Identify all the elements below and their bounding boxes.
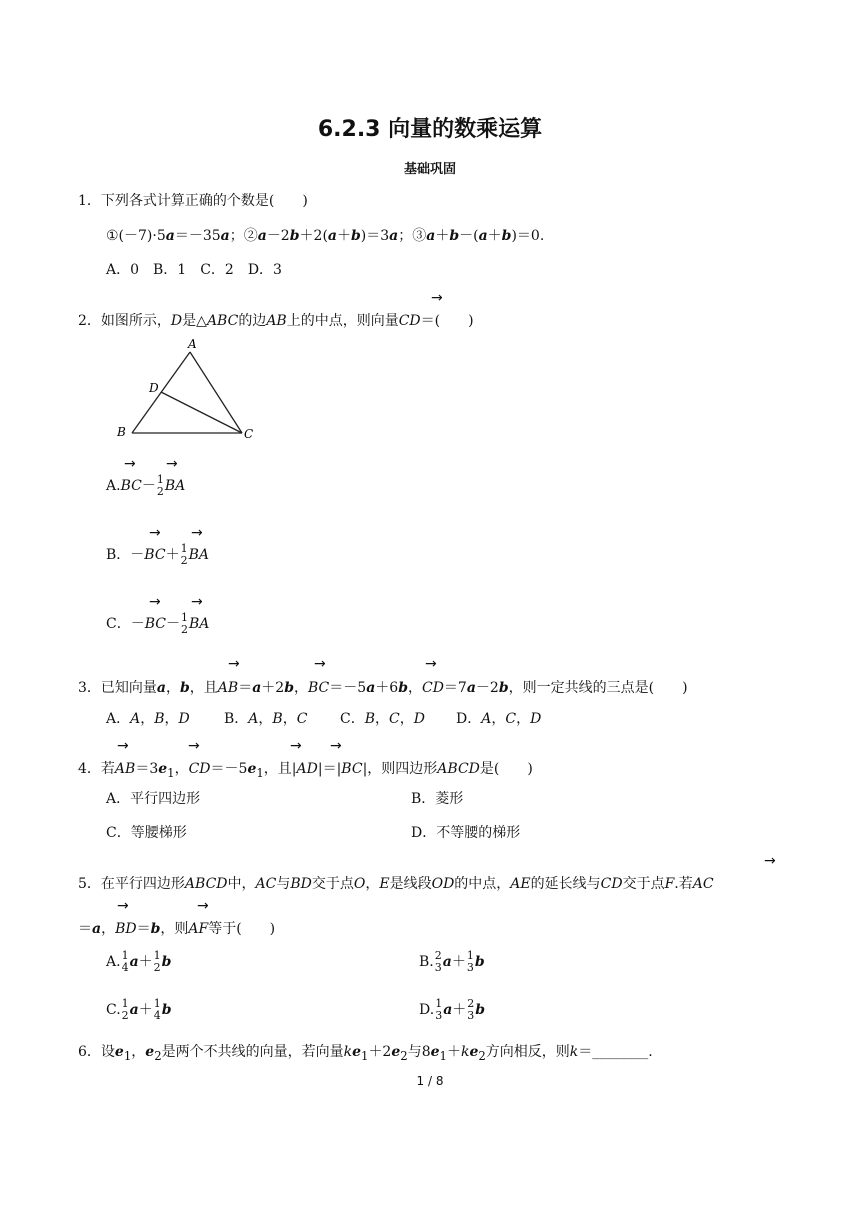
q1-items: ①(－7)·5a＝－35a；②a－2b＋2(a＋b)＝3a；③a＋b－(a＋b)＝0. — [106, 228, 545, 244]
q4-option-c: C．等腰梯形 — [106, 825, 187, 841]
label-a: A — [188, 337, 197, 351]
q2-option-c: C．－BC－ 1 2 BA — [106, 611, 210, 636]
q1-options: A．0 B．1 C．2 D．3 — [106, 262, 282, 278]
triangle-figure — [110, 336, 270, 446]
vector-arrow: → — [124, 456, 136, 472]
vector-arrow: → — [431, 290, 443, 306]
vector-arrow: → — [425, 656, 437, 672]
page-title: 6.2.3 向量的数乘运算 — [317, 117, 543, 142]
q3-option-b: B．A，B，C — [224, 711, 308, 727]
vector-arrow: → — [166, 456, 178, 472]
q3-option-a: A．A，B，D — [106, 711, 190, 727]
q3-stem: 3．已知向量a，b，且AB＝a＋2b，BC＝－5a＋6b，CD＝7a－2b，则一定共线的三点是( ) — [78, 680, 688, 696]
q4-option-d: D．不等腰的梯形 — [411, 825, 521, 841]
q5-stem-line2: ＝a，BD＝b，则AF等于( ) — [78, 921, 276, 937]
q3-option-c: C．B，C，D — [340, 711, 425, 727]
q3-option-d: D．A，C，D — [456, 711, 542, 727]
vector-arrow: → — [117, 898, 129, 914]
q2-option-b: B．－BC＋ 1 2 BA — [106, 542, 209, 567]
q4-stem: 4．若$AB=3e_1$，$CD=-5e_1$，且|AD|＝|BC|，则四边形ABCD是( ) — [78, 761, 533, 780]
vector-arrow: → — [191, 594, 203, 610]
vector-arrow: → — [188, 738, 200, 754]
q6-stem: 6．设$e_1$，$e_2$是两个不共线的向量，若向量$ke_1+2e_2$与$8e_1+ke_2$方向相反，则k＝________. — [78, 1044, 653, 1063]
section-subtitle: 基础巩固 — [403, 162, 456, 177]
q5-stem-line1: 5．在平行四边形ABCD中，AC与BD交于点O，E是线段OD的中点，AE的延长线与CD交于点F.若AC — [78, 876, 714, 892]
q4-option-b: B．菱形 — [411, 791, 464, 807]
q5-option-d: D. 1 3 a＋ 2 3 b — [419, 997, 486, 1022]
vector-arrow: → — [149, 594, 161, 610]
vector-arrow: → — [330, 738, 342, 754]
vector-arrow: → — [290, 738, 302, 754]
label-c: C — [244, 427, 254, 441]
q5-option-a: A. 1 4 a＋ 1 2 b — [106, 949, 172, 974]
vector-arrow: → — [117, 738, 129, 754]
label-b: B — [117, 425, 126, 439]
q5-option-c: C. 1 2 a＋ 1 4 b — [106, 997, 172, 1022]
q2-stem: 2．如图所示，D是△ABC的边AB上的中点，则向量CD＝( ) — [78, 313, 474, 329]
vector-arrow: → — [764, 853, 776, 869]
q4-option-a: A．平行四边形 — [106, 791, 201, 807]
label-d: D — [149, 381, 159, 395]
q5-option-b: B. 2 3 a＋ 1 3 b — [419, 949, 485, 974]
vector-arrow: → — [197, 898, 209, 914]
vector-arrow: → — [191, 525, 203, 541]
vector-arrow: → — [314, 656, 326, 672]
q1-stem: 1．下列各式计算正确的个数是( ) — [78, 193, 308, 209]
q2-option-a: A.BC－ 1 2 BA — [106, 473, 186, 498]
vector-arrow: → — [149, 525, 161, 541]
vector-arrow: → — [228, 656, 240, 672]
page-number: 1 / 8 — [416, 1074, 444, 1088]
